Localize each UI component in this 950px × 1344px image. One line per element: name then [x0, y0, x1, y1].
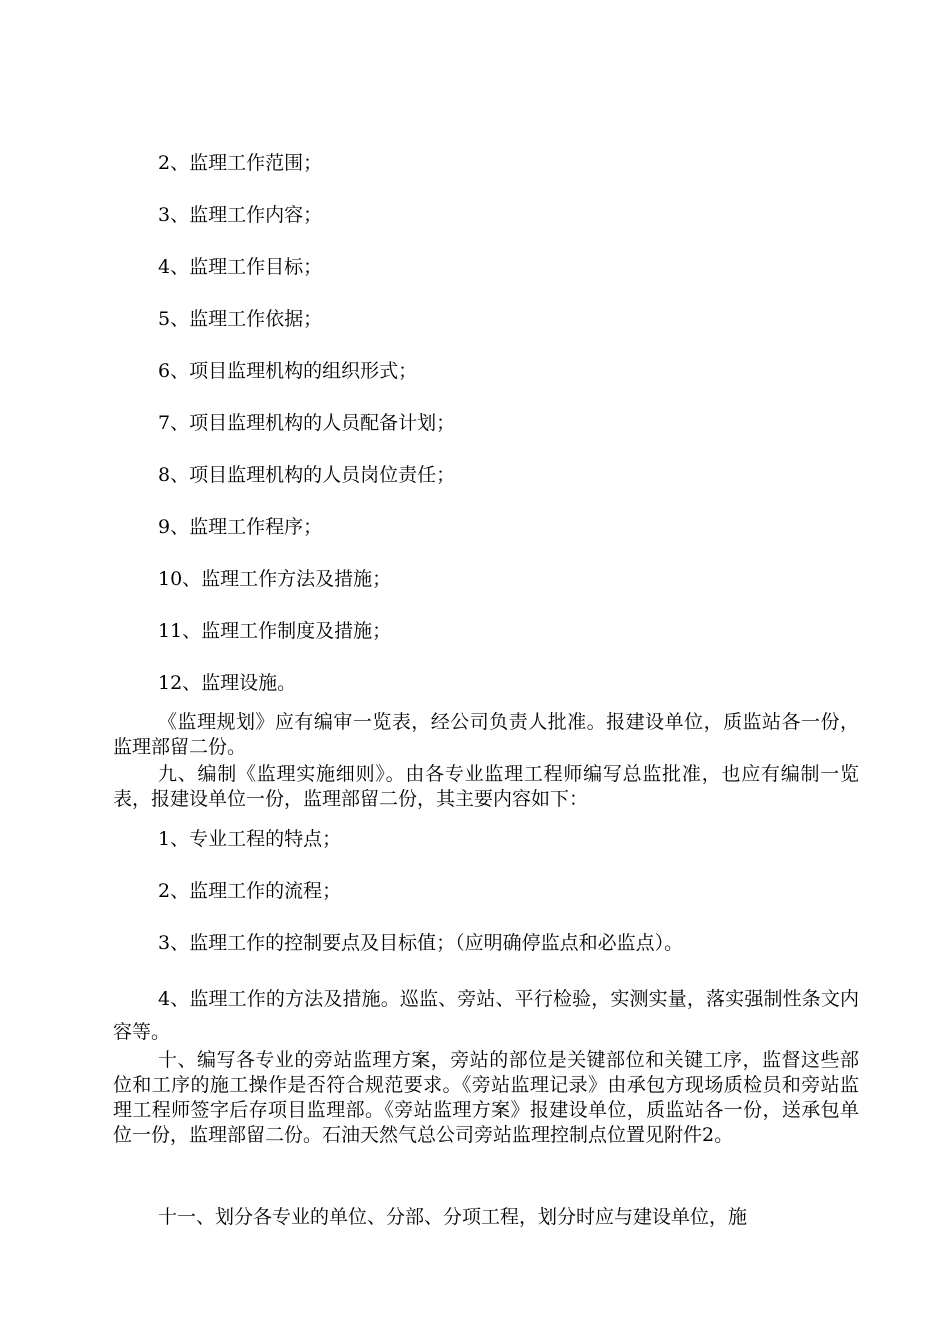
list-item-staff-duties: 8、项目监理机构的人员岗位责任；	[158, 464, 456, 486]
list-item-work-flow: 2、监理工作的流程；	[158, 880, 342, 902]
list-item-rules-measures: 11、监理工作制度及措施；	[158, 620, 392, 642]
paragraph-section-nine: 九、编制《监理实施细则》。由各专业监理工程师编写总监批准，也应有编制一览表，报建设单位一份，监理部留二份，其主要内容如下：	[113, 763, 859, 810]
paragraph-plan-approval: 《监理规划》应有编审一览表，经公司负责人批准。报建设单位，质监站各一份，监理部留二份。	[113, 711, 859, 758]
paragraph-section-ten: 十、编写各专业的旁站监理方案，旁站的部位是关键部位和关键工序，监督这些部位和工序的施工操作是否符合规范要求。《旁站监理记录》由承包方现场质检员和旁站监理工程师签字后存项目监理部。《旁站监理方案》报建设单位，质监站各一份，送承包单位一份，监理部留二份。石油天然气总公司旁站监理控制点位置见附件2。	[113, 1049, 859, 1146]
paragraph-methods-measures: 4、监理工作的方法及措施。巡监、旁站、平行检验，实测实量，落实强制性条文内容等。	[113, 988, 859, 1043]
list-item-work-scope: 2、监理工作范围；	[158, 152, 323, 174]
list-item-work-content: 3、监理工作内容；	[158, 204, 323, 226]
paragraph-section-eleven: 十一、划分各专业的单位、分部、分项工程，划分时应与建设单位，施	[158, 1206, 748, 1228]
list-item-org-form: 6、项目监理机构的组织形式；	[158, 360, 418, 382]
list-item-work-goal: 4、监理工作目标；	[158, 256, 323, 278]
list-item-work-basis: 5、监理工作依据；	[158, 308, 323, 330]
list-item-control-points: 3、监理工作的控制要点及目标值；（应明确停监点和必监点）。	[158, 932, 684, 954]
list-item-methods-measures: 10、监理工作方法及措施；	[158, 568, 392, 590]
list-item-facilities: 12、监理设施。	[158, 672, 297, 694]
list-item-staffing-plan: 7、项目监理机构的人员配备计划；	[158, 412, 456, 434]
list-item-project-features: 1、专业工程的特点；	[158, 828, 342, 850]
list-item-work-procedure: 9、监理工作程序；	[158, 516, 323, 538]
